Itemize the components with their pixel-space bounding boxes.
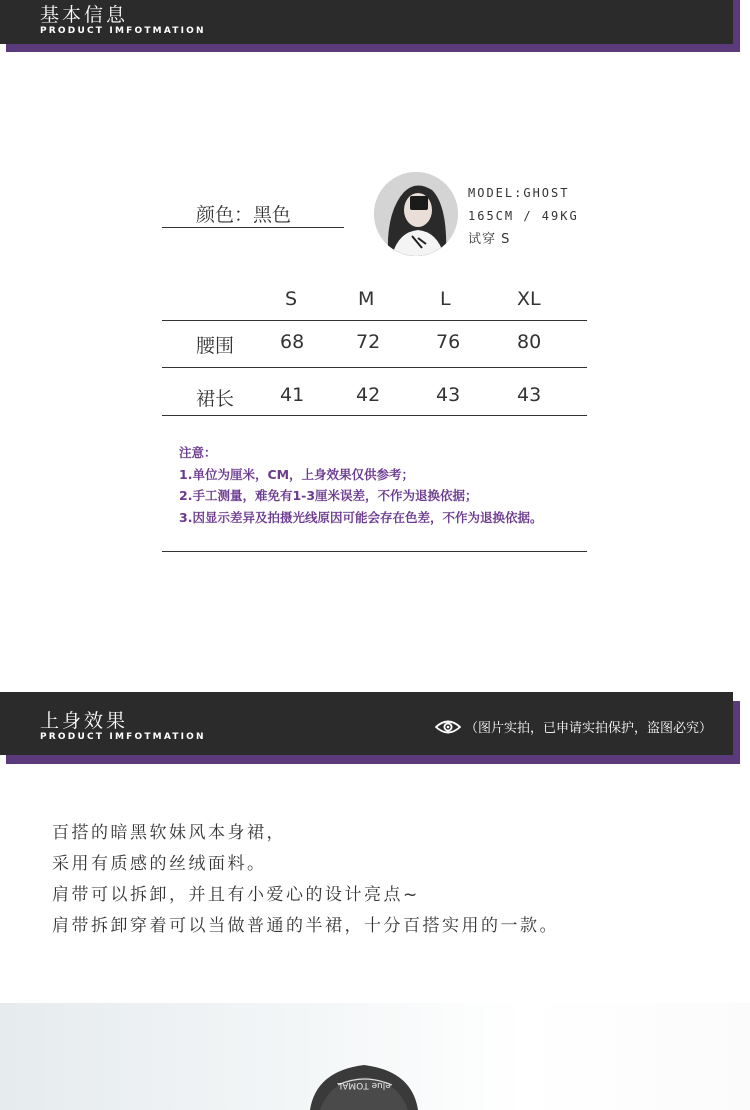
- table-cell: 80: [517, 331, 542, 353]
- banner-subtitle: PRODUCT IMFOTMATION: [40, 732, 206, 742]
- table-row-label: 裙长: [196, 388, 235, 410]
- table-cell: 41: [280, 384, 305, 406]
- effect-banner: [0, 692, 740, 764]
- product-description: [52, 818, 559, 942]
- model-info: [468, 182, 579, 251]
- size-notes: [179, 442, 542, 528]
- table-cell: 76: [436, 331, 461, 353]
- note-item: 2.手工测量，难免有1-3厘米误差，不作为退换依据；: [179, 488, 478, 503]
- note-item: 1.单位为厘米，CM，上身效果仅供参考；: [179, 466, 415, 482]
- cap-text: elue TOMAL: [337, 1080, 391, 1090]
- description-line: 百搭的暗黑软妹风本身裙，: [52, 823, 286, 843]
- divider: [162, 551, 587, 552]
- table-divider: [162, 320, 587, 321]
- table-divider: [162, 415, 587, 416]
- model-name: MODEL:GHOST: [468, 186, 570, 200]
- table-cell: 68: [280, 331, 305, 353]
- table-header-cell: L: [440, 288, 451, 310]
- model-tryon-size: 试穿 S: [468, 232, 511, 247]
- description-line: 采用有质感的丝绒面料。: [52, 854, 267, 874]
- note-title: 注意：: [179, 445, 217, 460]
- model-photo-icon: [374, 172, 458, 256]
- table-row-label: 腰围: [196, 335, 235, 357]
- banner-title: 基本信息: [40, 4, 129, 26]
- banner-title: 上身效果: [40, 710, 129, 732]
- table-header-cell: M: [358, 288, 375, 310]
- table-header-cell: S: [285, 288, 298, 310]
- eye-icon: [435, 719, 461, 735]
- banner-subtitle: PRODUCT IMFOTMATION: [40, 26, 206, 36]
- table-cell: 72: [356, 331, 381, 353]
- model-avatar: [374, 172, 458, 256]
- description-line: 肩带可以拆卸，并且有小爱心的设计亮点~: [52, 885, 420, 905]
- table-cell: 43: [517, 384, 542, 406]
- table-header-cell: XL: [517, 288, 541, 310]
- table-divider: [162, 367, 587, 368]
- product-photo: [0, 1003, 750, 1110]
- color-label: 颜色：黑色: [196, 204, 292, 226]
- description-line: 肩带拆卸穿着可以当做普通的半裙，十分百搭实用的一款。: [52, 916, 559, 936]
- model-measurements: 165CM / 49KG: [468, 209, 579, 223]
- table-row: [162, 323, 587, 369]
- cap-photo-icon: [0, 1003, 750, 1110]
- table-cell: 43: [436, 384, 461, 406]
- divider: [162, 227, 344, 228]
- copyright-notice: [435, 717, 712, 736]
- note-item: 3.因显示差异及拍摄光线原因可能会存在色差，不作为退换依据。: [179, 509, 543, 525]
- table-cell: 42: [356, 384, 381, 406]
- basic-info-banner: [0, 0, 740, 52]
- notice-text: （图片实拍，已申请实拍保护，盗图必究）: [464, 721, 712, 736]
